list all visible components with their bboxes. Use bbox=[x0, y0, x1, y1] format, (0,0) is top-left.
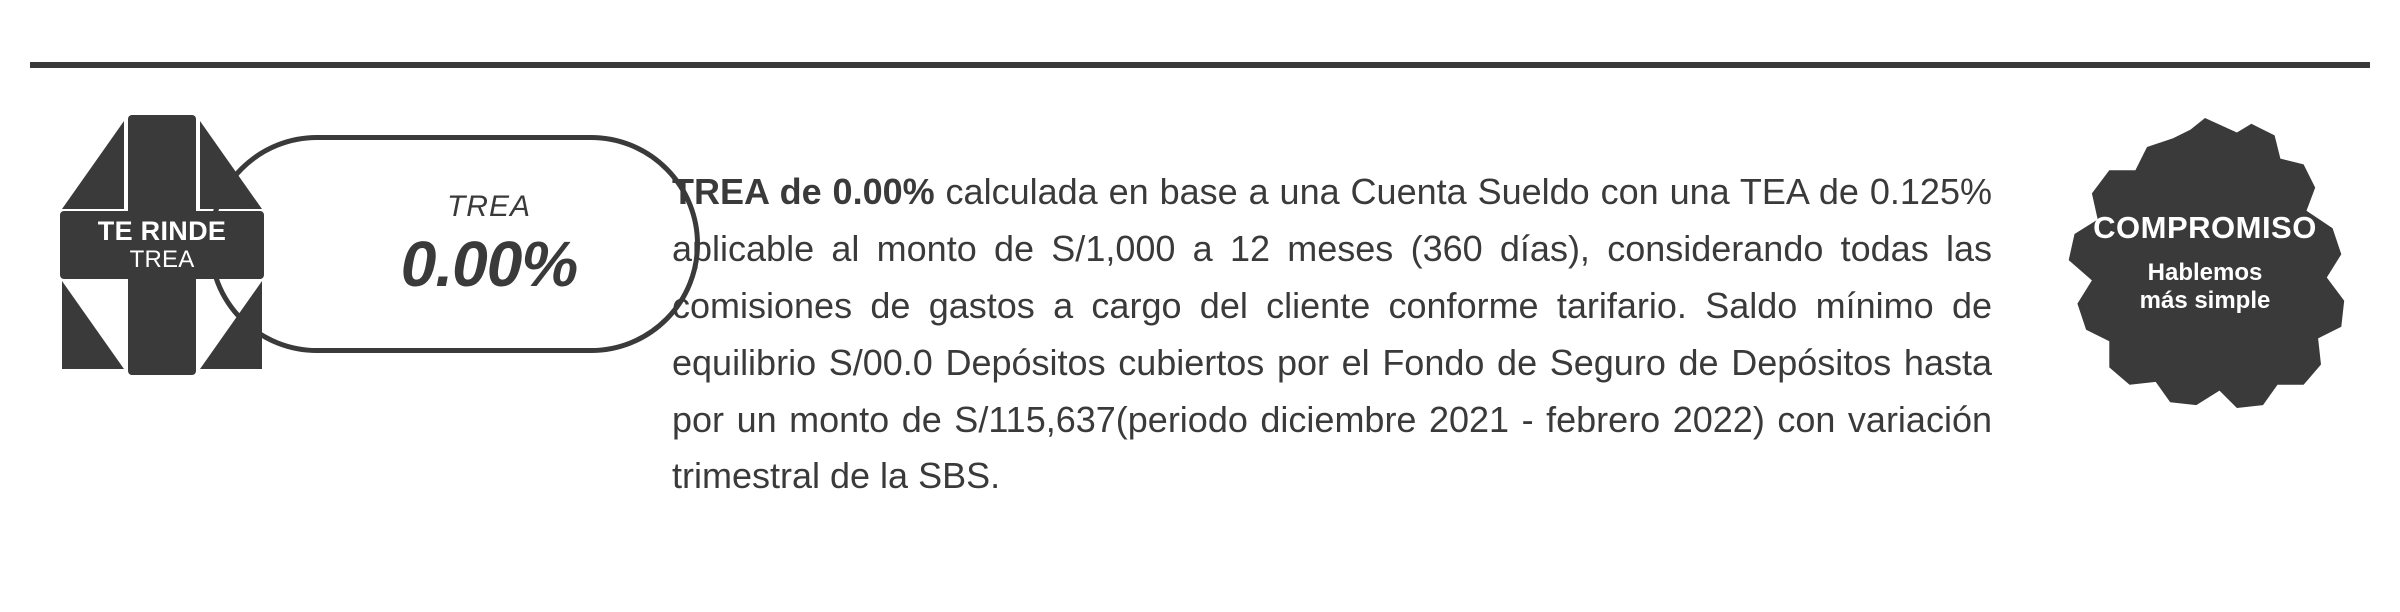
cross-shape-icon bbox=[60, 115, 260, 375]
cross-label bbox=[60, 213, 264, 277]
cross-petal-bottom-right-icon bbox=[200, 281, 262, 369]
cross-label-line1: TE RINDE bbox=[97, 216, 227, 247]
compromiso-seal bbox=[2060, 118, 2350, 408]
legal-lead: TREA de 0.00% bbox=[672, 171, 935, 212]
trea-pill-label: TREA bbox=[446, 190, 531, 223]
trea-pill-value: 0.00% bbox=[400, 228, 578, 300]
te-rinde-badge bbox=[60, 115, 700, 375]
trea-pill bbox=[208, 135, 700, 353]
cross-petal-top-left-icon bbox=[62, 121, 124, 209]
cross-petal-bottom-left-icon bbox=[62, 281, 124, 369]
seal-title: COMPROMISO bbox=[2093, 210, 2317, 246]
seal-label bbox=[2060, 118, 2350, 408]
cross-label-line2: TREA bbox=[129, 245, 195, 273]
legal-disclaimer bbox=[672, 164, 1992, 505]
trea-pill-content bbox=[400, 190, 578, 300]
cross-petal-top-right-icon bbox=[200, 121, 262, 209]
legal-body: calculada en base a una Cuenta Sueldo con una TEA de 0.125% aplicable al monto de S/1,000 a 12 meses (360 días), considerando todas las comisiones de gastos a cargo del cliente conforme tarifario. Saldo mínimo de equilibrio S/00.0 Depósitos cubiertos por el Fondo de Seguro de Depósitos hasta por un monto de S/115,637(periodo diciembre 2021 - febrero 2022) con variación trimestral de la SBS. bbox=[672, 171, 1992, 497]
seal-subtitle-line1: Hablemos bbox=[2147, 258, 2263, 286]
seal-subtitle-line2: más simple bbox=[2139, 287, 2271, 315]
top-divider bbox=[30, 62, 2370, 68]
